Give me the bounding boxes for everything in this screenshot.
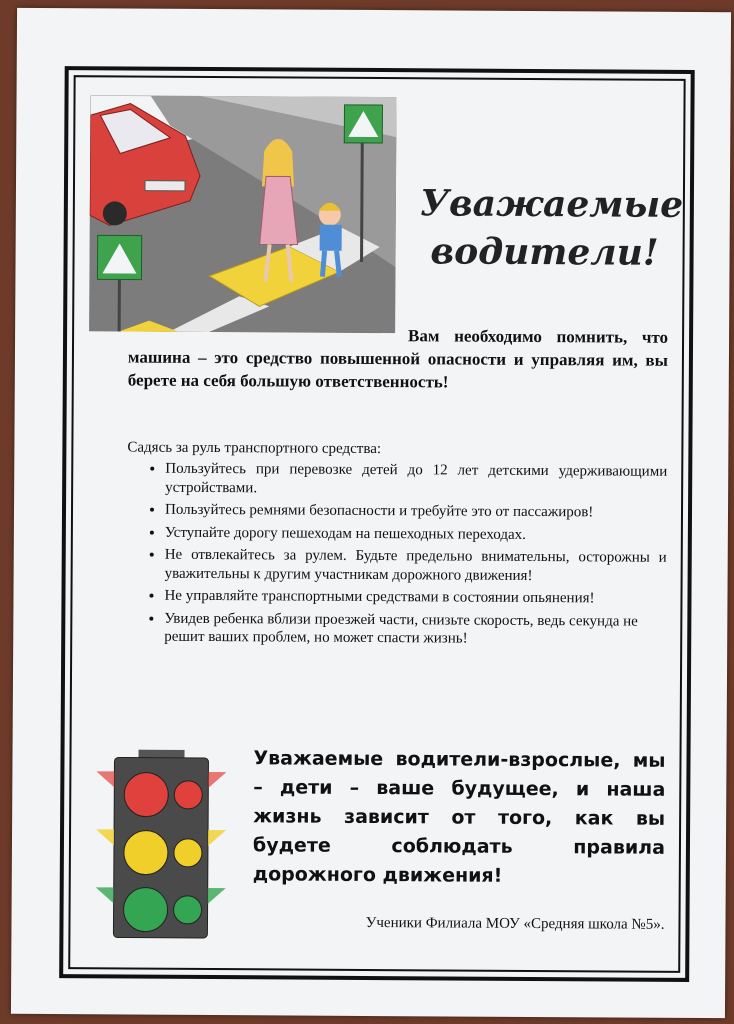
leaflet-border [59,66,695,982]
signature: Ученики Филиала МОУ «Средняя школа №5». [365,914,665,933]
children-appeal: Уважаемые водители-взрослые, мы – дети – ваше будущее, и наша жизнь зависит от того, как вы будете соблюдать правила дорожного движения! [252,747,666,887]
list-item: • Не отвлекайтесь за рулем. Будьте предельно внимательны, осторожны и уважительны к другим участникам дорожного движения! [165,546,667,586]
list-item: • Увидев ребенка вблизи проезжей части, снизьте скорость, ведь секунда не решит ваших проблем, но может спасти жизнь! [164,609,666,649]
rules-lead: Садясь за руль транспортного средства: [127,439,382,458]
list-item: • Пользуйтесь при перевозке детей до 12 лет детскими удерживающими устройствами. [165,460,667,500]
list-item: • Пользуйтесь ремнями безопасности и требуйте это от пассажиров! [165,501,667,523]
traffic-light-illustration [95,749,226,940]
crosswalk-illustration [89,95,396,333]
leaflet-paper [11,8,731,1018]
intro-paragraph: Вам необходимо помнить, что машина – это средство повышенной опасности и управляя им, вы берете на себя большую ответственность! [127,326,669,392]
rules-list [126,460,667,654]
page-title: Уважаемые водители! [419,182,684,274]
red-light [124,772,168,816]
yellow-light [124,830,168,874]
list-item: • Не управляйте транспортными средствами в состоянии опьянения! [164,587,666,609]
list-item: • Уступайте дорогу пешеходам на пешеходных переходах. [165,523,667,545]
green-light [123,887,167,931]
